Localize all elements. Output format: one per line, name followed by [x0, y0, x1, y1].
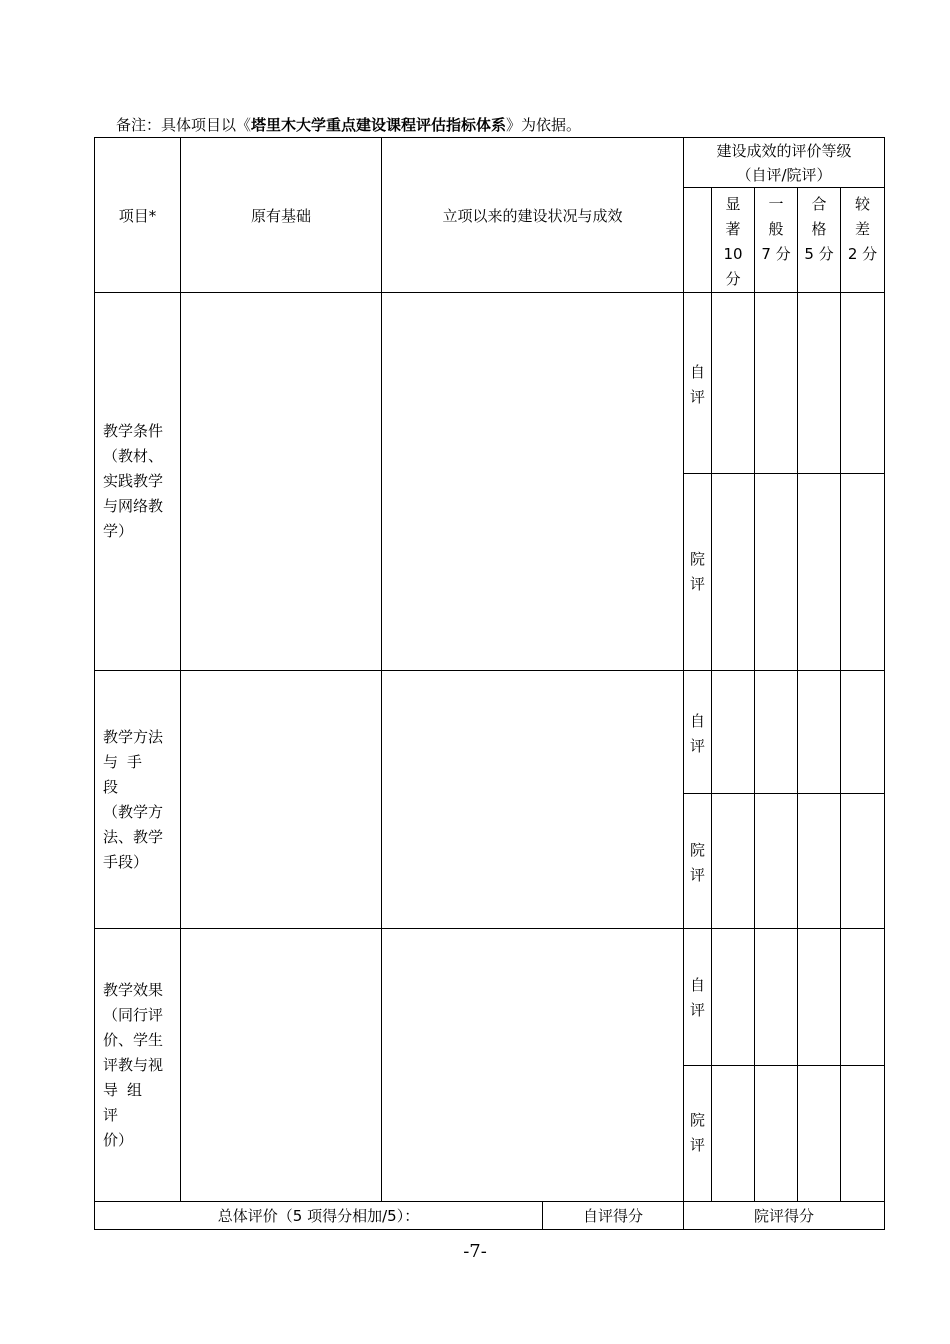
label-line: 与网络教 — [103, 497, 164, 515]
basis-cell[interactable] — [181, 293, 382, 671]
section-teaching-effect-self — [95, 929, 885, 1066]
header-progress: 立项以来的建设状况与成效 — [382, 138, 684, 293]
dept-eval-label: 院 评 — [684, 794, 712, 929]
grade-blank-cell — [684, 188, 712, 293]
grade-poor — [841, 188, 885, 293]
header-basis: 原有基础 — [181, 138, 382, 293]
grade-line: 一 — [768, 195, 784, 213]
section-teaching-conditions-self — [95, 293, 885, 474]
evaluation-table — [94, 137, 885, 1230]
score-cell[interactable] — [755, 929, 798, 1066]
score-cell[interactable] — [841, 1066, 885, 1202]
label-line: 价、学生 — [103, 1030, 164, 1049]
label-line: 教学效果 — [103, 980, 164, 999]
label-line: 手段） — [103, 852, 149, 871]
score-cell[interactable] — [712, 474, 755, 671]
note-prefix: 备注：具体项目以《 — [116, 116, 252, 134]
label-line: （同行评 — [103, 1005, 164, 1024]
grade-line: 般 — [768, 220, 784, 238]
score-cell[interactable] — [712, 929, 755, 1066]
score-cell[interactable] — [798, 671, 841, 794]
label-line: （教材、 — [103, 447, 164, 465]
label-line: 实践教学 — [103, 472, 164, 490]
score-cell[interactable] — [798, 1066, 841, 1202]
grade-line: 合 — [811, 195, 827, 213]
label-line: （教学方 — [103, 802, 164, 821]
label-line: 教学方法 — [103, 727, 164, 746]
grade-line: 著 — [725, 220, 741, 238]
score-cell[interactable] — [841, 474, 885, 671]
label-line: 法、教学 — [103, 827, 164, 846]
score-cell[interactable] — [755, 794, 798, 929]
label-line: 学） — [103, 522, 134, 540]
score-cell[interactable] — [798, 474, 841, 671]
item-label-conditions — [95, 293, 181, 671]
grade-average — [755, 188, 798, 293]
grade-line: 2 分 — [847, 245, 878, 263]
section-teaching-methods-self — [95, 671, 885, 794]
score-cell[interactable] — [798, 794, 841, 929]
progress-cell[interactable] — [382, 671, 684, 929]
dept-score-label: 院评得分 — [684, 1202, 885, 1230]
self-eval-label: 自 评 — [684, 671, 712, 794]
label-line: 价） — [103, 1130, 134, 1149]
label-line: 教学条件 — [103, 422, 164, 440]
score-cell[interactable] — [841, 671, 885, 794]
grade-line: 分 — [725, 270, 741, 288]
grade-significant — [712, 188, 755, 293]
label-line: 评教与视 — [103, 1055, 164, 1074]
footer-row — [95, 1202, 885, 1230]
score-cell[interactable] — [841, 293, 885, 474]
label-line: 导组评 — [103, 1080, 152, 1124]
grade-line: 7 分 — [761, 245, 791, 263]
score-cell[interactable] — [798, 929, 841, 1066]
score-cell[interactable] — [755, 671, 798, 794]
self-eval-label: 自 评 — [684, 293, 712, 474]
progress-cell[interactable] — [382, 293, 684, 671]
grade-line: 较 — [855, 195, 871, 213]
score-cell[interactable] — [755, 293, 798, 474]
score-cell[interactable] — [755, 1066, 798, 1202]
header-row-1 — [95, 138, 885, 188]
score-cell[interactable] — [798, 293, 841, 474]
remark-note — [116, 114, 581, 135]
basis-cell[interactable] — [181, 929, 382, 1202]
item-label-methods — [95, 671, 181, 929]
note-suffix: 》为依据。 — [506, 116, 582, 134]
total-evaluation-label: 总体评价（5 项得分相加/5）： — [95, 1202, 543, 1230]
rating-title: 建设成效的评价等级 — [716, 141, 852, 160]
self-eval-label: 自 评 — [684, 929, 712, 1066]
grade-pass — [798, 188, 841, 293]
header-item: 项目* — [95, 138, 181, 293]
rating-subtitle: （自评/院评） — [736, 165, 832, 184]
score-cell[interactable] — [841, 929, 885, 1066]
score-cell[interactable] — [712, 293, 755, 474]
score-cell[interactable] — [712, 671, 755, 794]
grade-line: 10 — [723, 245, 743, 263]
item-label-effect — [95, 929, 181, 1202]
grade-line: 5 分 — [804, 245, 834, 263]
self-score-label: 自评得分 — [543, 1202, 684, 1230]
score-cell[interactable] — [841, 794, 885, 929]
grade-line: 差 — [855, 220, 871, 238]
header-rating — [684, 138, 885, 188]
progress-cell[interactable] — [382, 929, 684, 1202]
basis-cell[interactable] — [181, 671, 382, 929]
score-cell[interactable] — [755, 474, 798, 671]
page-number: -7- — [463, 1241, 487, 1262]
label-line: 与手段 — [103, 752, 152, 796]
score-cell[interactable] — [712, 794, 755, 929]
dept-eval-label: 院 评 — [684, 474, 712, 671]
note-doc-title: 塔里木大学重点建设课程评估指标体系 — [251, 116, 507, 134]
dept-eval-label: 院 评 — [684, 1066, 712, 1202]
grade-line: 格 — [811, 220, 827, 238]
grade-line: 显 — [725, 195, 741, 213]
score-cell[interactable] — [712, 1066, 755, 1202]
